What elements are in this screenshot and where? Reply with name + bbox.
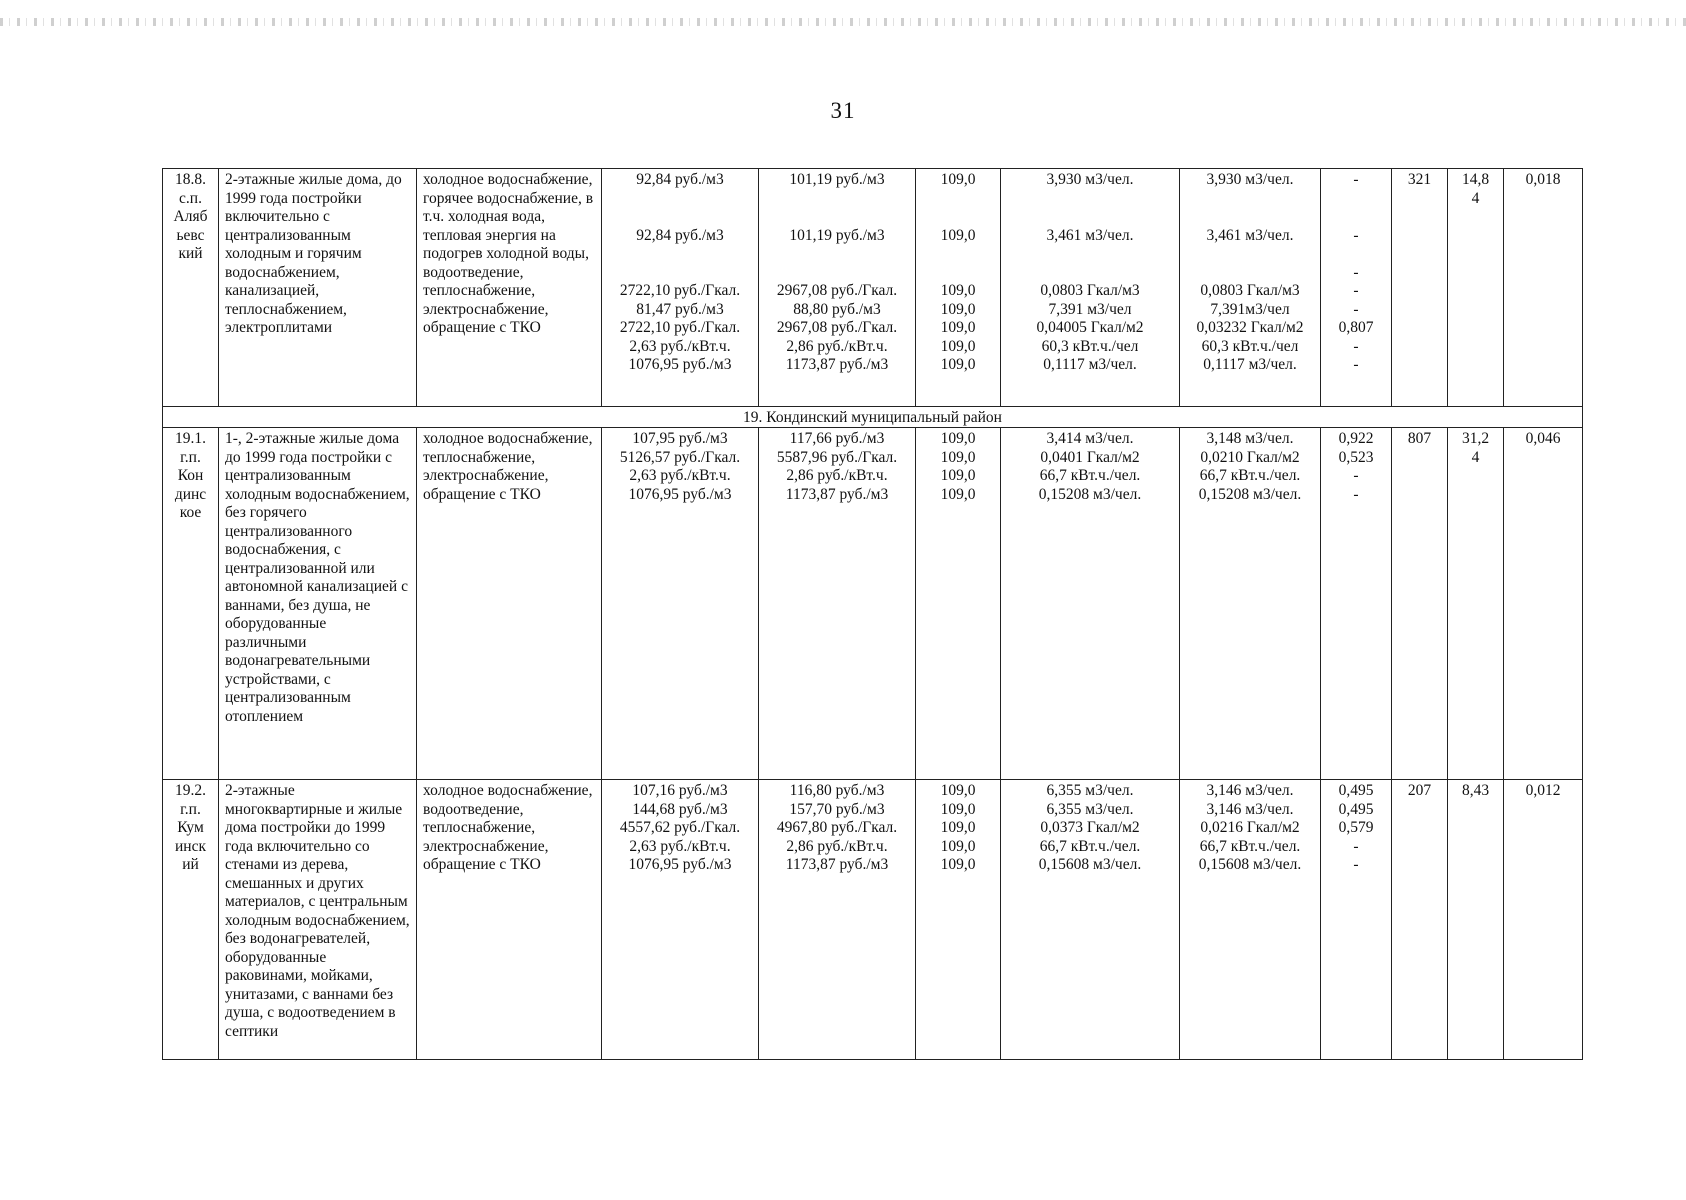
population-value: 207 (1392, 780, 1448, 1060)
cell-value: 88,80 руб./м3 (793, 300, 881, 318)
cell-value (1007, 208, 1173, 227)
cell-value: 0,0401 Гкал/м2 (1040, 448, 1140, 466)
cell-value: 4967,80 руб./Гкал. (776, 819, 898, 836)
cell-value: 0,579 (1338, 819, 1374, 836)
cell-value: 3,461 м3/чел. (1046, 226, 1134, 244)
cell-value: 109,0 (940, 782, 976, 799)
cell-value: 6,355 м3/чел. (1046, 800, 1134, 818)
cell-value: 3,930 м3/чел. (1206, 171, 1294, 188)
cell-value: 0,523 (1338, 448, 1374, 466)
cell-value: 2722,10 руб./Гкал. (619, 319, 741, 336)
cell-value: 3,461 м3/чел. (1206, 226, 1294, 244)
cell-value: 3,414 м3/чел. (1046, 430, 1134, 447)
cell-value: 2967,08 руб./Гкал. (776, 282, 898, 299)
cell-value: 0,807 (1338, 319, 1374, 336)
percent-value: 8,43 (1448, 780, 1504, 1060)
cell-value: 144,68 руб./м3 (632, 800, 728, 818)
cell-value: 2,86 руб./кВт.ч. (786, 837, 888, 855)
cell-value: 0,15608 м3/чел. (1038, 856, 1142, 873)
cell-value (1186, 190, 1314, 209)
cell-value (608, 190, 752, 209)
coef-list (1327, 171, 1385, 375)
cell-value: 1076,95 руб./м3 (628, 485, 732, 503)
cell-value: 107,16 руб./м3 (632, 782, 728, 799)
tariff-table (162, 168, 1583, 1060)
cell-value: 81,47 руб./м3 (636, 300, 724, 318)
cell-value: 1173,87 руб./м3 (785, 485, 889, 503)
cell-value: 109,0 (940, 819, 976, 836)
cell-value: 6,355 м3/чел. (1046, 782, 1134, 799)
cell-value (765, 264, 909, 283)
cell-value (608, 264, 752, 283)
cell-value: 109,0 (940, 171, 976, 188)
cell-value: 0,15608 м3/чел. (1198, 856, 1302, 873)
cell-value (922, 190, 994, 209)
index-list (922, 782, 994, 875)
cell-value: - (1353, 282, 1359, 299)
norm-new-list (1186, 430, 1314, 504)
cell-value: 4557,62 руб./Гкал. (619, 819, 741, 836)
cell-value: - (1353, 837, 1359, 855)
cell-value (922, 208, 994, 227)
cell-value (765, 245, 909, 264)
percent-value: 31,2 4 (1448, 428, 1504, 780)
cell-value: 1173,87 руб./м3 (785, 356, 889, 373)
cell-value (1186, 245, 1314, 264)
cell-value: 0,0373 Гкал/м2 (1040, 819, 1140, 836)
cell-value: 109,0 (940, 319, 976, 336)
cell-value: 101,19 руб./м3 (789, 226, 885, 244)
row-services: холодное водоснабжение, водоотведение, теплоснабжение, электроснабжение, обращение с ТКО (417, 780, 602, 1060)
cell-value: - (1353, 356, 1359, 373)
population-value: 321 (1392, 169, 1448, 407)
cell-value (608, 245, 752, 264)
cell-value: 109,0 (940, 337, 976, 355)
cell-value: 1076,95 руб./м3 (628, 356, 732, 373)
cell-value: 109,0 (940, 226, 976, 244)
cell-value: 66,7 кВт.ч./чел. (1199, 837, 1301, 855)
cell-value: 3,148 м3/чел. (1206, 430, 1294, 447)
cell-value (1327, 208, 1385, 227)
cell-value: 92,84 руб./м3 (636, 226, 724, 244)
cell-value: 92,84 руб./м3 (636, 171, 724, 188)
table-row (163, 169, 1583, 407)
cell-value: - (1353, 856, 1359, 873)
cell-value (1007, 190, 1173, 209)
cell-value (1007, 245, 1173, 264)
norm-list (1007, 782, 1173, 875)
cell-value: 2722,10 руб./Гкал. (619, 282, 741, 299)
cell-value: 109,0 (940, 856, 976, 873)
cell-value: 117,66 руб./м3 (789, 430, 885, 447)
cell-value: 109,0 (940, 356, 976, 373)
cell-value: 0,1117 м3/чел. (1203, 356, 1297, 373)
row-number: 19.1. г.п. Кон динс кое (163, 428, 219, 780)
norm-list (1007, 171, 1173, 375)
index-list (922, 430, 994, 504)
cell-value: 66,7 кВт.ч./чел. (1199, 467, 1301, 484)
cell-value: 3,146 м3/чел. (1206, 782, 1294, 799)
cell-value: 2,63 руб./кВт.ч. (629, 467, 731, 484)
cell-value: 7,391 м3/чел (1048, 300, 1132, 318)
cell-value: 0,1117 м3/чел. (1043, 356, 1137, 373)
norm-new-list (1186, 782, 1314, 875)
norm-new-list (1186, 171, 1314, 375)
cell-value (1327, 245, 1385, 264)
table-row (163, 780, 1583, 1060)
cell-value: 109,0 (940, 800, 976, 818)
cell-value: 5126,57 руб./Гкал. (619, 448, 741, 466)
section-row (163, 407, 1583, 428)
cell-value: 0,15208 м3/чел. (1038, 485, 1142, 503)
cell-value: 0,0803 Гкал/м3 (1040, 282, 1140, 299)
percent-value: 14,8 4 (1448, 169, 1504, 407)
cell-value: 1076,95 руб./м3 (628, 856, 732, 873)
cell-value: 2,86 руб./кВт.ч. (786, 337, 888, 355)
tariff-base-list (608, 171, 752, 375)
cell-value: 0,495 (1338, 782, 1374, 799)
row-description: 1-, 2-этажные жилые дома до 1999 года постройки с централизованным холодным водоснабжением, без горячего централизованного водоснабжения, с централизованной или автономной канализацией с ваннами, без душа, не оборудованные различными водонагревательными устройствами, с централизованным отоплением (219, 428, 417, 780)
norm-list (1007, 430, 1173, 504)
cell-value: 0,922 (1338, 430, 1374, 447)
cell-value: - (1353, 467, 1359, 484)
cell-value (922, 264, 994, 283)
cell-value: 3,146 м3/чел. (1206, 800, 1294, 818)
page-number: 31 (830, 98, 856, 123)
row-services: холодное водоснабжение, теплоснабжение, электроснабжение, обращение с ТКО (417, 428, 602, 780)
cell-value: 116,80 руб./м3 (789, 782, 885, 799)
cell-value: - (1353, 300, 1359, 318)
tariff-new-list (765, 782, 909, 875)
cell-value: - (1353, 263, 1359, 281)
scan-edge-artifact (0, 18, 1686, 26)
cell-value: 0,0803 Гкал/м3 (1200, 282, 1300, 299)
cell-value: 0,0216 Гкал/м2 (1200, 819, 1300, 836)
cell-value: 0,15208 м3/чел. (1198, 485, 1302, 503)
cell-value (608, 208, 752, 227)
cell-value: 109,0 (940, 430, 976, 447)
cell-value: 109,0 (940, 282, 976, 299)
cell-value: 109,0 (940, 485, 976, 503)
cell-value: - (1353, 171, 1359, 188)
cell-value (1186, 264, 1314, 283)
cell-value: 2,63 руб./кВт.ч. (629, 337, 731, 355)
cell-value: - (1353, 485, 1359, 503)
coef-list (1327, 430, 1385, 504)
tariff-new-list (765, 430, 909, 504)
cell-value: - (1353, 226, 1359, 244)
cell-value (765, 190, 909, 209)
row-number: 19.2. г.п. Кум инск ий (163, 780, 219, 1060)
cell-value: 101,19 руб./м3 (789, 171, 885, 188)
table-row (163, 428, 1583, 780)
cell-value: 2967,08 руб./Гкал. (776, 319, 898, 336)
cell-value: 109,0 (940, 837, 976, 855)
cell-value: 109,0 (940, 448, 976, 466)
cell-value: 0,0210 Гкал/м2 (1200, 448, 1300, 466)
cell-value: 1173,87 руб./м3 (785, 856, 889, 873)
cell-value: 2,86 руб./кВт.ч. (786, 467, 888, 484)
cell-value: 66,7 кВт.ч./чел. (1039, 837, 1141, 855)
cell-value: 109,0 (940, 300, 976, 318)
cell-value: 109,0 (940, 467, 976, 484)
share-value: 0,018 (1504, 169, 1583, 407)
population-value: 807 (1392, 428, 1448, 780)
coef-list (1327, 782, 1385, 875)
index-list (922, 171, 994, 375)
cell-value (1327, 190, 1385, 209)
row-description: 2-этажные многоквартирные и жилые дома постройки до 1999 года включительно со стенами из дерева, смешанных и других материалов, с центральным холодным водоснабжением, без водонагревателей, оборудованные раковинами, мойками, унитазами, с ваннами без душа, с водоотведением в септики (219, 780, 417, 1060)
cell-value: 0,495 (1338, 800, 1374, 818)
cell-value: 60,3 кВт.ч./чел (1201, 337, 1299, 355)
cell-value: 60,3 кВт.ч./чел (1041, 337, 1139, 355)
cell-value (1186, 208, 1314, 227)
cell-value: 0,04005 Гкал/м2 (1036, 319, 1144, 336)
tariff-base-list (608, 782, 752, 875)
cell-value (922, 245, 994, 264)
row-services: холодное водоснабжение, горячее водоснабжение, в т.ч. холодная вода, тепловая энергия на подогрев холодной воды, водоотведение, теплоснабжение, электроснабжение, обращение с ТКО (417, 169, 602, 407)
cell-value (1007, 264, 1173, 283)
cell-value: 157,70 руб./м3 (789, 800, 885, 818)
cell-value: 5587,96 руб./Гкал. (776, 448, 898, 466)
share-value: 0,046 (1504, 428, 1583, 780)
share-value: 0,012 (1504, 780, 1583, 1060)
cell-value: 0,03232 Гкал/м2 (1196, 319, 1304, 336)
cell-value: 2,63 руб./кВт.ч. (629, 837, 731, 855)
row-description: 2-этажные жилые дома, до 1999 года постройки включительно с централизованным холодным и горячим водоснабжением, канализацией, теплоснабжением, электроплитами (219, 169, 417, 407)
row-number: 18.8. с.п. Аляб ьевс кий (163, 169, 219, 407)
tariff-base-list (608, 430, 752, 504)
cell-value: 7,391м3/чел (1210, 300, 1290, 318)
cell-value: 3,930 м3/чел. (1046, 171, 1134, 188)
cell-value: - (1353, 337, 1359, 355)
cell-value: 107,95 руб./м3 (632, 430, 728, 447)
tariff-new-list (765, 171, 909, 375)
cell-value (765, 208, 909, 227)
cell-value: 66,7 кВт.ч./чел. (1039, 467, 1141, 484)
section-title: 19. Кондинский муниципальный район (163, 407, 1583, 428)
